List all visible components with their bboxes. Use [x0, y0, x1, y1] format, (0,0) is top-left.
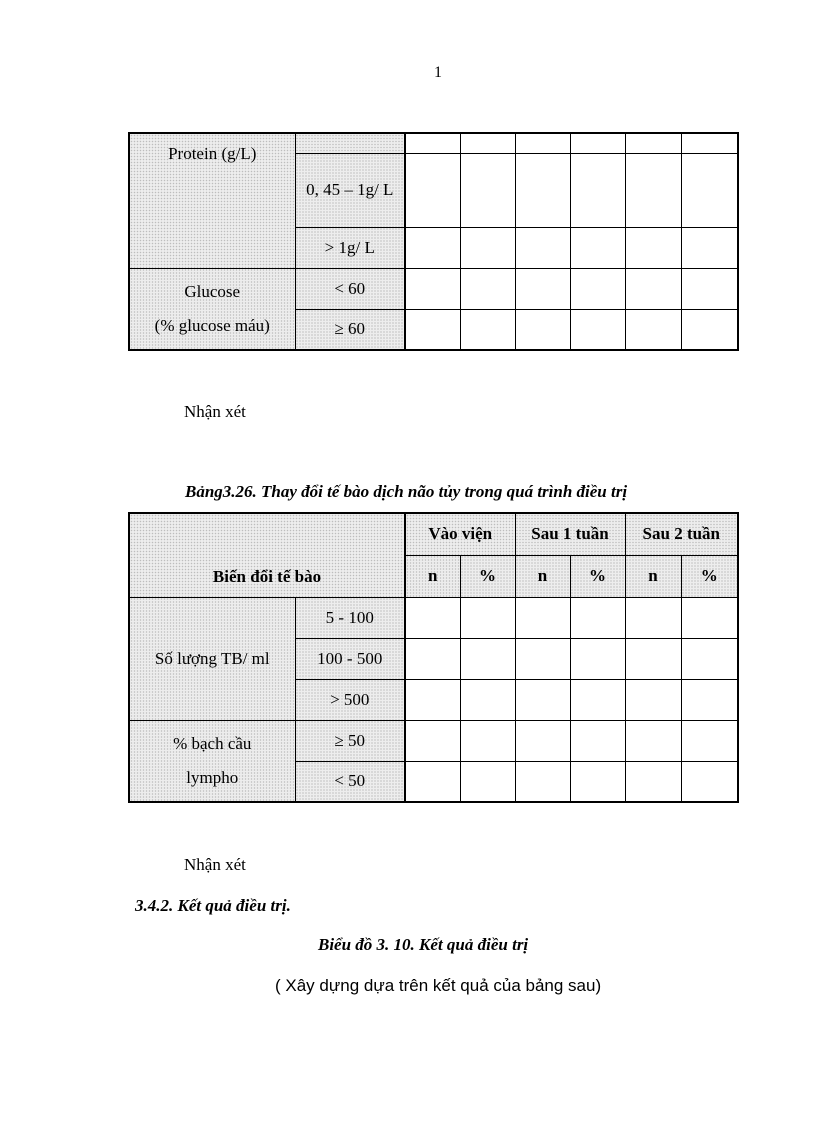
glucose-label-line1: Glucose [184, 281, 241, 301]
remark-2: Nhận xét [184, 855, 246, 874]
subheader-percent: % [460, 555, 515, 597]
lympho-label-line2: lympho [186, 767, 239, 787]
chart-note: ( Xây dựng dựa trên kết quả của bảng sau) [275, 976, 602, 995]
csf-protein-glucose-table [128, 132, 739, 351]
protein-label: Protein (g/L) [129, 133, 295, 268]
header-admission: Vào viện [405, 513, 515, 555]
count-range-high: > 500 [295, 679, 405, 720]
lympho-range-low: < 50 [295, 761, 405, 802]
protein-range-blank [295, 133, 405, 153]
chart-caption: Biểu đồ 3. 10. Kết quả điều trị [318, 935, 529, 954]
csf-cell-changes-table [128, 512, 739, 803]
subheader-n: n [515, 555, 570, 597]
glucose-range-high: ≥ 60 [295, 309, 405, 350]
subheader-percent: % [681, 555, 738, 597]
subheader-n: n [625, 555, 681, 597]
header-week-2: Sau 2 tuần [625, 513, 738, 555]
count-range-low: 5 - 100 [295, 597, 405, 638]
lympho-range-high: ≥ 50 [295, 720, 405, 761]
cell-count-label: Số lượng TB/ ml [129, 597, 295, 720]
page-number: 1 [434, 64, 442, 81]
header-cell-change: Biến đổi tế bào [129, 513, 405, 597]
remark-1: Nhận xét [184, 402, 246, 421]
lympho-label [129, 720, 295, 802]
count-range-mid: 100 - 500 [295, 638, 405, 679]
glucose-label-line2: (% glucose máu) [154, 315, 270, 335]
lympho-label-line1: % bạch cầu [173, 733, 252, 753]
glucose-range-low: < 60 [295, 268, 405, 309]
subheader-percent: % [570, 555, 625, 597]
protein-range-high: > 1g/ L [295, 227, 405, 268]
glucose-label [129, 268, 295, 350]
header-week-1: Sau 1 tuần [515, 513, 625, 555]
protein-range-mid: 0, 45 – 1g/ L [295, 153, 405, 227]
section-heading: 3.4.2. Kết quả điều trị. [135, 896, 291, 915]
subheader-n: n [405, 555, 460, 597]
table-caption: Bảng3.26. Thay đổi tế bào dịch não tủy trong quá trình điều trị [185, 482, 628, 501]
